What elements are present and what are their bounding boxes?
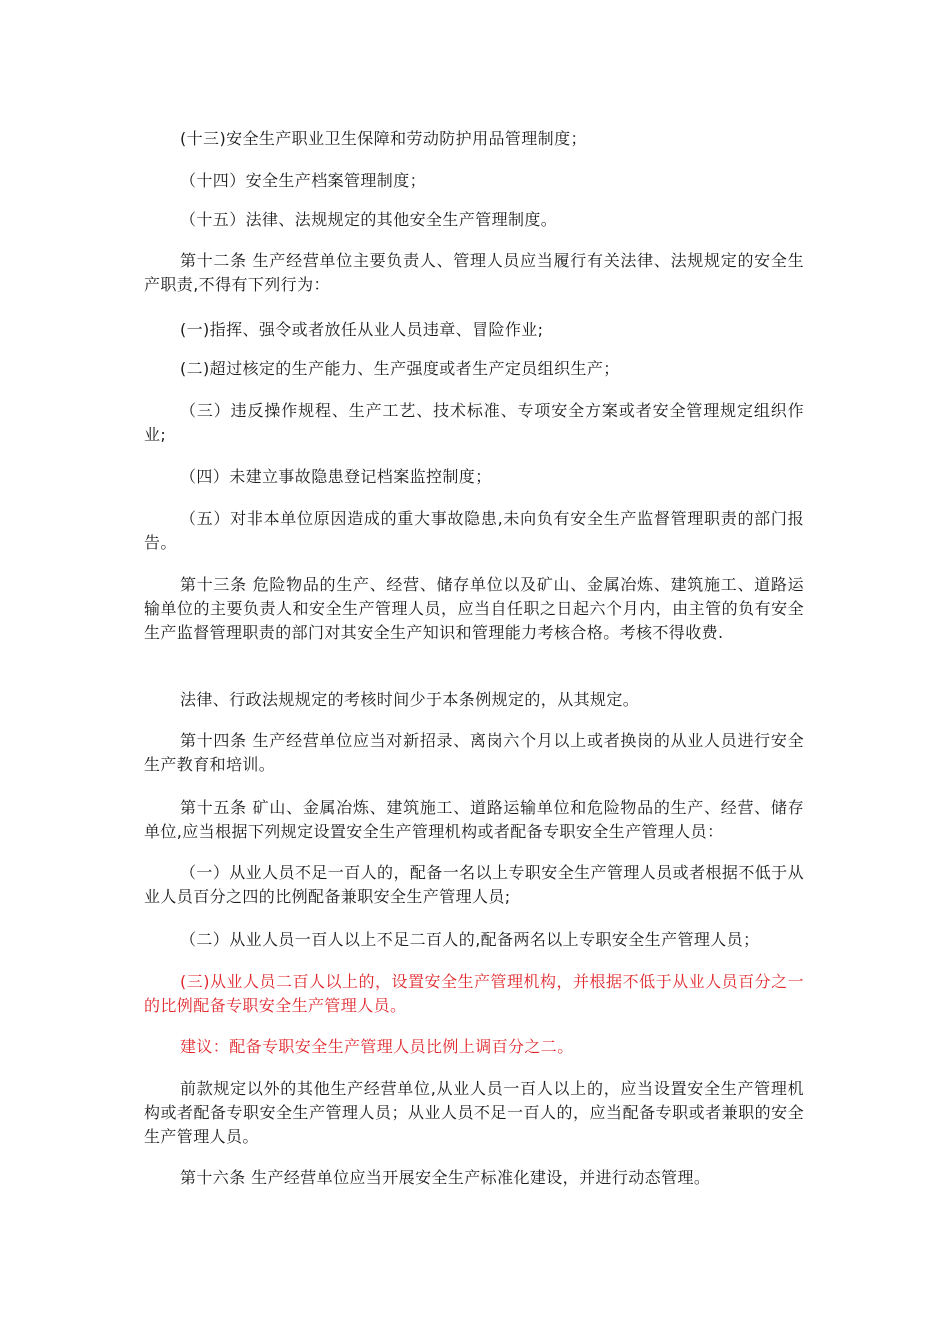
paragraph-article-15-item-3-highlighted: (三)从业人员二百人以上的，设置安全生产管理机构，并根据不低于从业人员百分之一的比例配备专职安全生产管理人员。 xyxy=(144,972,804,1015)
paragraph-item-14: （十四）安全生产档案管理制度； xyxy=(180,171,427,190)
paragraph-article-14: 第十四条 生产经营单位应当对新招录、离岗六个月以上或者换岗的从业人员进行安全生产教育和培训。 xyxy=(144,731,804,774)
paragraph-article-12-item-2: (二)超过核定的生产能力、生产强度或者生产定员组织生产； xyxy=(180,359,620,378)
paragraph-article-15-item-2: （二）从业人员一百人以上不足二百人的,配备两名以上专职安全生产管理人员； xyxy=(180,930,760,949)
paragraph-article-12-item-4: （四）未建立事故隐患登记档案监控制度； xyxy=(180,467,492,486)
paragraph-article-13: 第十三条 危险物品的生产、经营、储存单位以及矿山、金属冶炼、建筑施工、道路运输单位的主要负责人和安全生产管理人员，应当自任职之日起六个月内，由主管的负有安全生产监督管理职责的部门对其安全生产知识和管理能力考核合格。考核不得收费. xyxy=(144,575,804,642)
paragraph-article-12-item-1: (一)指挥、强令或者放任从业人员违章、冒险作业; xyxy=(180,320,544,339)
paragraph-article-12-item-5: （五）对非本单位原因造成的重大事故隐患,未向负有安全生产监督管理职责的部门报告。 xyxy=(144,509,804,552)
paragraph-article-15-item-1: （一）从业人员不足一百人的，配备一名以上专职安全生产管理人员或者根据不低于从业人员百分之四的比例配备兼职安全生产管理人员; xyxy=(144,863,804,906)
paragraph-article-12-item-3: （三）违反操作规程、生产工艺、技术标准、专项安全方案或者安全管理规定组织作业; xyxy=(144,401,804,444)
paragraph-article-16: 第十六条 生产经营单位应当开展安全生产标准化建设，并进行动态管理。 xyxy=(180,1168,711,1187)
paragraph-article-15: 第十五条 矿山、金属冶炼、建筑施工、道路运输单位和危险物品的生产、经营、储存单位,应当根据下列规定设置安全生产管理机构或者配备专职安全生产管理人员： xyxy=(144,798,804,841)
suggestion-note: 建议：配备专职安全生产管理人员比例上调百分之二。 xyxy=(180,1037,574,1056)
paragraph-article-13-note: 法律、行政法规规定的考核时间少于本条例规定的，从其规定。 xyxy=(180,690,640,709)
paragraph-item-15: （十五）法律、法规规定的其他安全生产管理制度。 xyxy=(180,210,558,229)
paragraph-article-12: 第十二条 生产经营单位主要负责人、管理人员应当履行有关法律、法规规定的安全生产职责,不得有下列行为： xyxy=(144,251,804,294)
paragraph-item-13: (十三)安全生产职业卫生保障和劳动防护用品管理制度； xyxy=(180,129,587,148)
paragraph-other-units: 前款规定以外的其他生产经营单位,从业人员一百人以上的，应当设置安全生产管理机构或者配备专职安全生产管理人员；从业人员不足一百人的，应当配备专职或者兼职的安全生产管理人员。 xyxy=(144,1079,804,1146)
